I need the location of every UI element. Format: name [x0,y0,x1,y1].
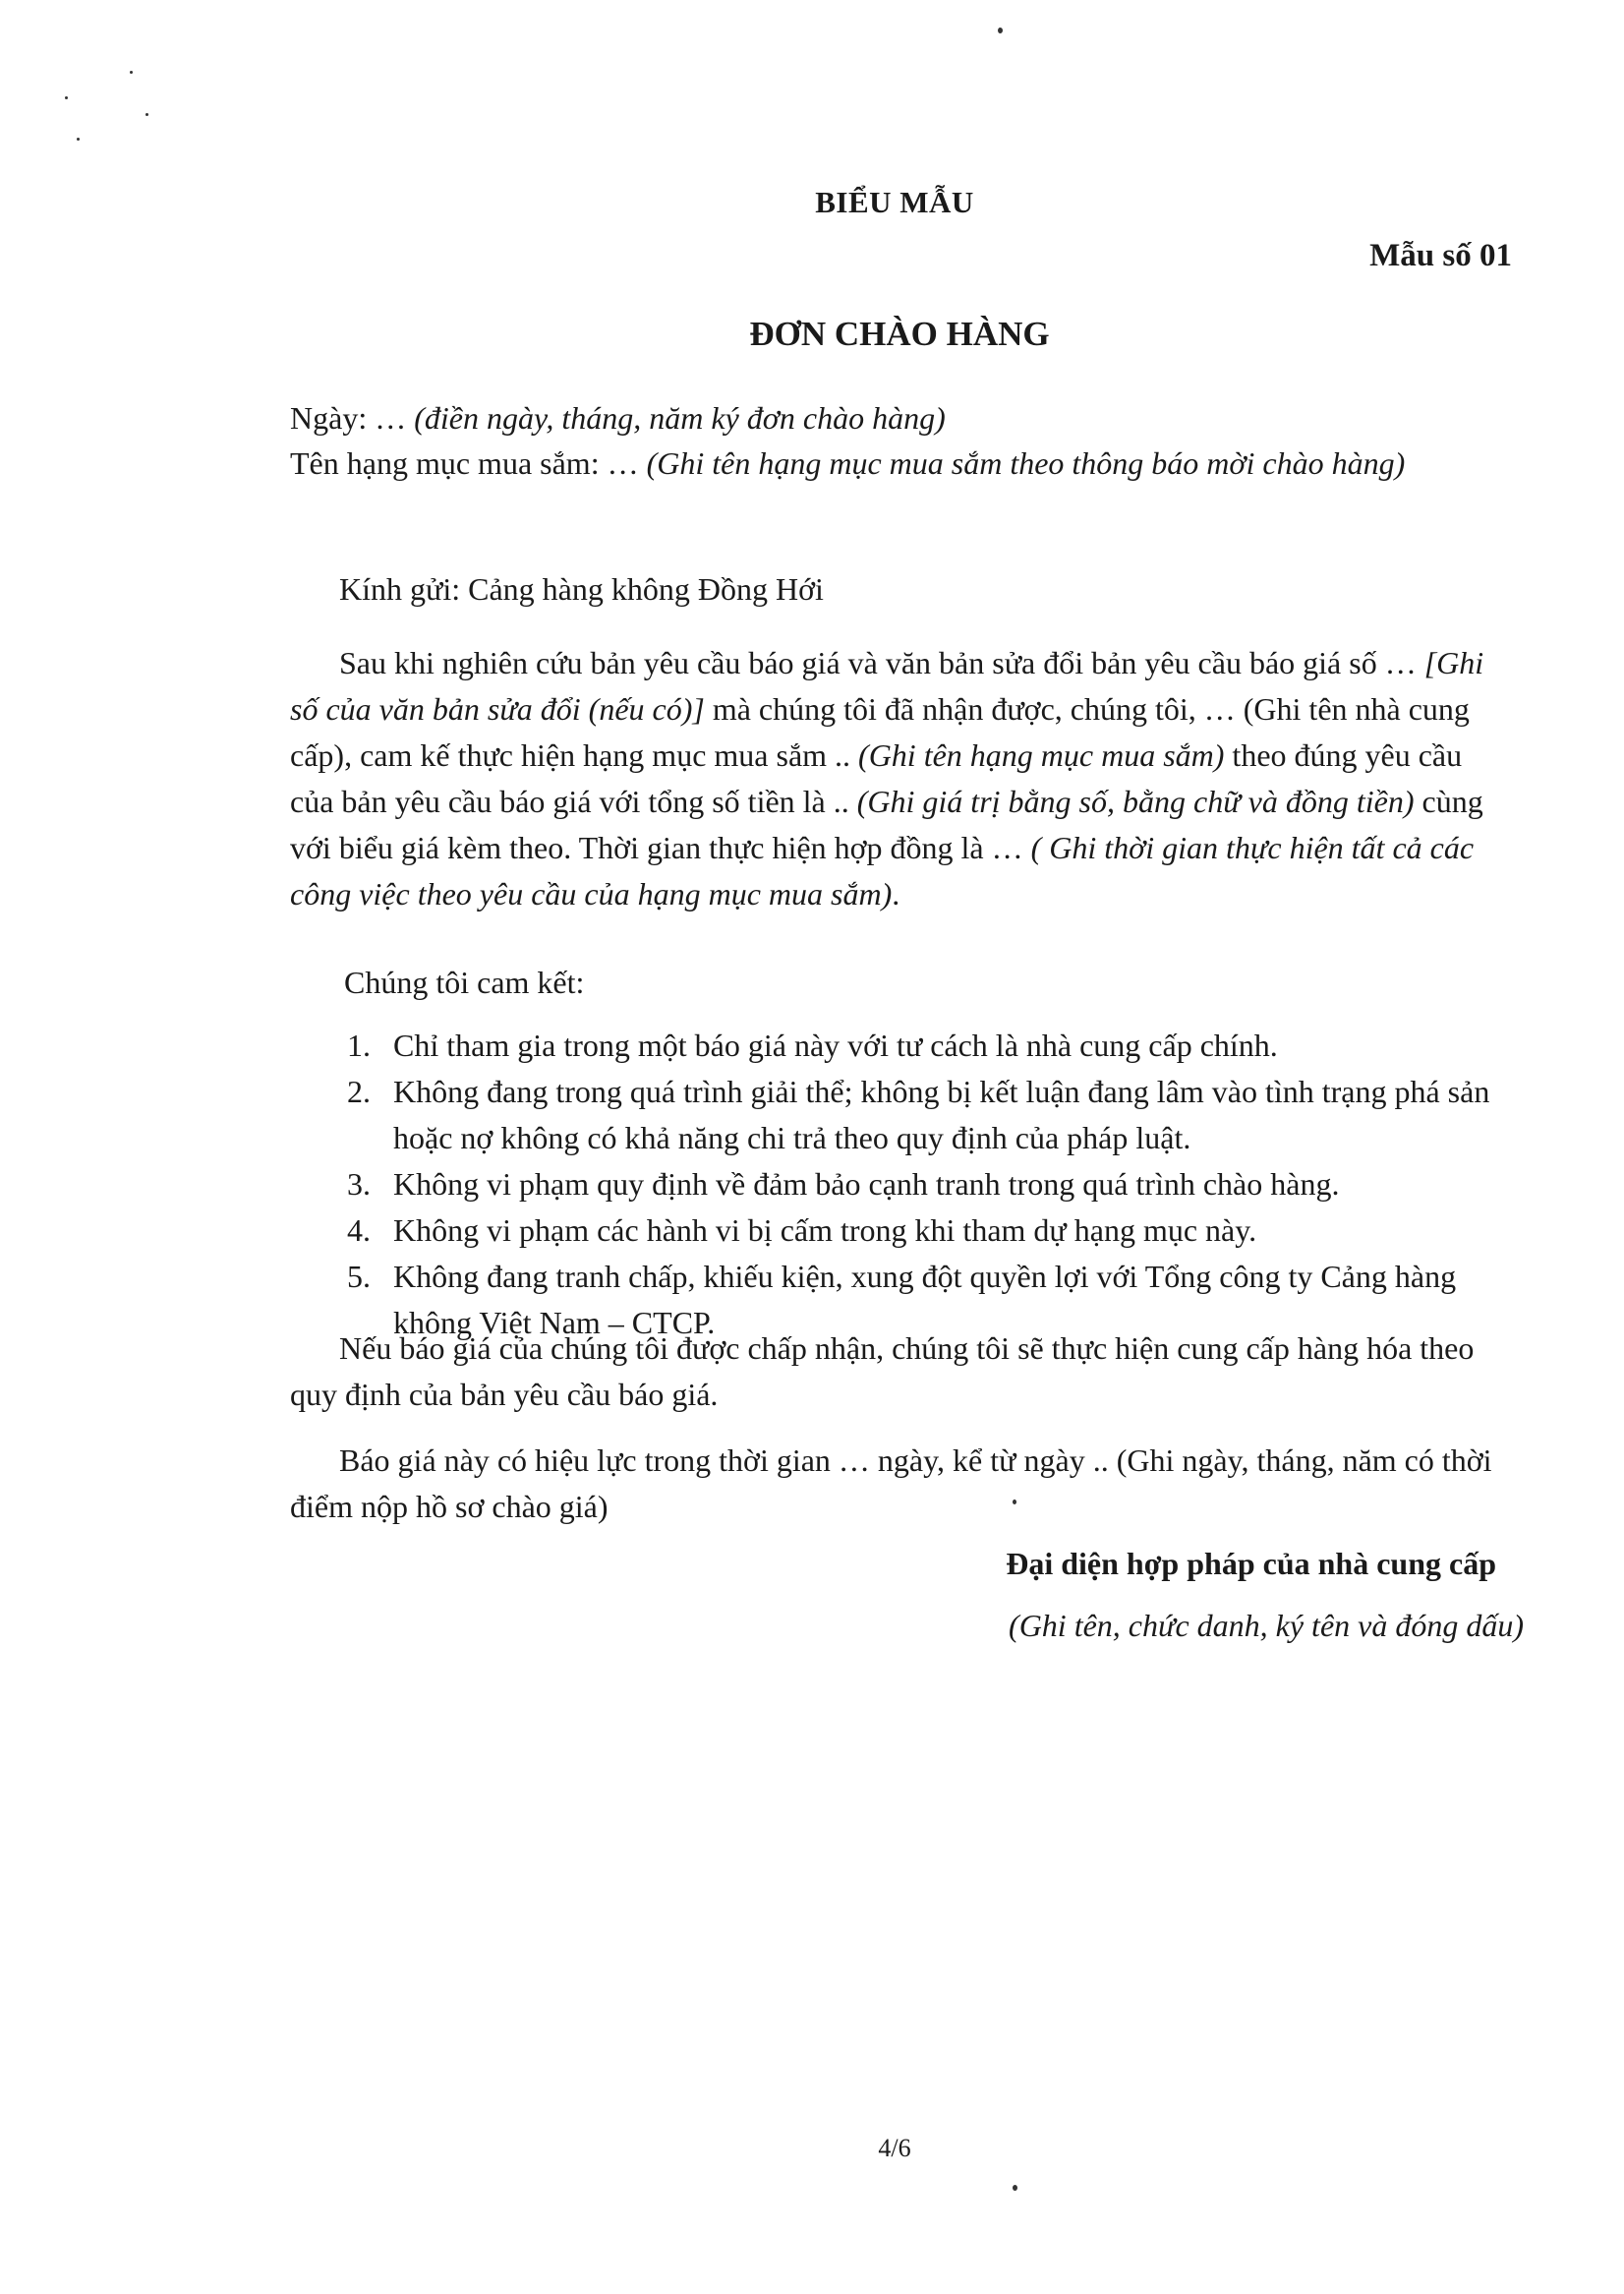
signature-note: (Ghi tên, chức danh, ký tên và đóng dấu) [1009,1608,1524,1643]
scan-speck [77,138,80,141]
commitment-text: Không đang trong quá trình giải thể; không bị kết luận đang lâm vào tình trạng phá sản hoặc nợ không có khả năng chi trả theo quy định của pháp luật. [393,1074,1490,1155]
form-number: Mẫu số 01 [1369,238,1512,273]
main-text-2: mà chúng tôi đã nhận được, chúng tôi, … (Ghi tên nhà cung cấp), cam kế thực hiện hạng mục mua sắm .. [290,691,1470,773]
commitment-number: 5. [347,1259,371,1294]
scan-speck [130,71,133,74]
page-number: 4/6 [878,2134,911,2162]
main-text-4: cùng với biểu giá kèm theo. Thời gian thực hiện hợp đồng là … [290,784,1483,865]
main-hint-4: ( Ghi thời gian thực hiện tất cả các công việc theo yêu cầu của hạng mục mua sắm) [290,830,1475,912]
main-text-1: Sau khi nghiên cứu bản yêu cầu báo giá và văn bản sửa đổi bản yêu cầu báo giá số … [339,645,1424,680]
scan-speck [998,28,1003,33]
main-hint-2: (Ghi tên hạng mục mua sắm) [858,737,1225,773]
commitment-item [339,1023,1499,1069]
commitment-list [339,1023,1499,1346]
main-hint-1: [Ghi số của văn bản sửa đổi (nếu có)] [290,645,1484,727]
commitment-text: Không đang tranh chấp, khiếu kiện, xung đột quyền lợi với Tổng công ty Cảng hàng không Việt Nam – CTCP. [393,1259,1457,1340]
commitment-number: 1. [347,1028,371,1063]
commitment-item [339,1161,1499,1207]
scan-speck [145,113,148,116]
date-label: Ngày: … [290,400,415,436]
signature-title: Đại diện hợp pháp của nhà cung cấp [1006,1546,1496,1581]
commitment-text: Không vi phạm các hành vi bị cấm trong khi tham dự hạng mục này. [393,1212,1257,1248]
commitment-item [339,1069,1499,1161]
item-line [290,441,1504,487]
date-hint: (điền ngày, tháng, năm ký đơn chào hàng) [414,400,946,436]
main-text-5: . [892,876,900,912]
commitment-item [339,1207,1499,1254]
commitment-text: Không vi phạm quy định về đảm bảo cạnh tranh trong quá trình chào hàng. [393,1166,1340,1202]
scan-speck [65,96,68,99]
date-line [290,395,1504,441]
main-hint-3: (Ghi giá trị bằng số, bằng chữ và đồng tiền) [856,784,1415,819]
commitment-intro: Chúng tôi cam kết: [344,965,585,1000]
commitment-number: 2. [347,1074,371,1109]
item-label: Tên hạng mục mua sắm: … [290,445,647,481]
header-title: BIỂU MẪU [815,185,974,219]
validity-paragraph: Báo giá này có hiệu lực trong thời gian … ngày, kể từ ngày .. (Ghi ngày, tháng, năm có thời điểm nộp hồ sơ chào giá) [290,1442,1492,1524]
commitment-number: 4. [347,1212,371,1248]
commitment-number: 3. [347,1166,371,1202]
recipient-line: Kính gửi: Cảng hàng không Đồng Hới [339,571,824,607]
commitment-text: Chỉ tham gia trong một báo giá này với tư cách là nhà cung cấp chính. [393,1028,1278,1063]
main-text-3: theo đúng yêu cầu của bản yêu cầu báo giá với tổng số tiền là .. [290,737,1463,819]
item-hint: (Ghi tên hạng mục mua sắm theo thông báo mời chào hàng) [646,445,1406,481]
document-title: ĐƠN CHÀO HÀNG [749,315,1050,353]
main-paragraph [290,640,1504,917]
acceptance-paragraph: Nếu báo giá của chúng tôi được chấp nhận, chúng tôi sẽ thực hiện cung cấp hàng hóa theo quy định của bản yêu cầu báo giá. [290,1330,1475,1412]
scan-speck [1013,2185,1017,2191]
